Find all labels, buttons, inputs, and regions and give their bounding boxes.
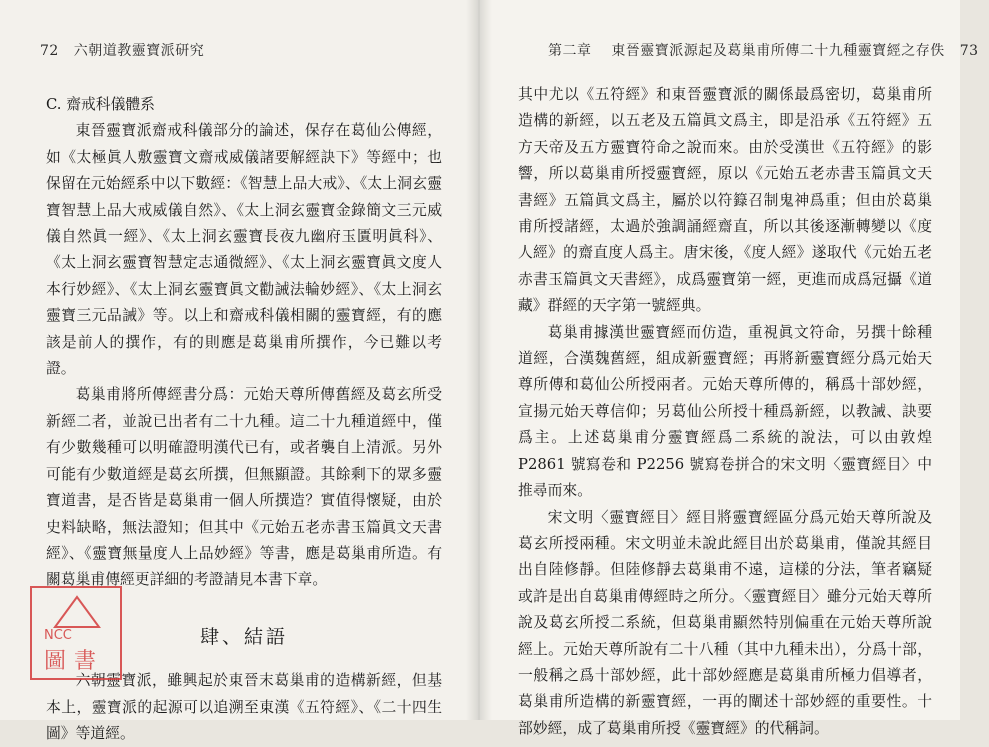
right-page bbox=[478, 0, 979, 737]
stamp-text-bottom: 圖書 bbox=[44, 649, 105, 674]
library-stamp bbox=[30, 586, 122, 680]
right-running-title: 東晉靈寶派源起及葛巢甫所傳二十九種靈寶經之存佚 bbox=[611, 43, 945, 59]
paragraph: 六朝靈寶派，雖興起於東晉末葛巢甫的造構新經，但基本上，靈寶派的起源可以追溯至東漢《五符經》、《二十四生圖》等道經。 bbox=[46, 672, 442, 742]
section-heading: 肆、結語 bbox=[199, 625, 288, 648]
paragraph: 葛巢甫將所傳經書分爲：元始天尊所傳舊經及葛玄所受新經二者，並說已出者有二十九種。這二十九種道經中，僅有少數幾種可以明確證明漢代已有，或者襲自上清派。另外可能有少數道經是葛玄所撰，但無顯證。其餘剩下的眾多靈寶道書，是否皆是葛巢甫一個人所撰造？實值得懷疑，由於史料缺略，無法證知；但其中《元始五老赤書玉篇眞文天書經》、《靈寶無量度人上品妙經》等書，應是葛巢甫所造。有關葛巢甫傳經更詳細的考證請見本書下章。 bbox=[46, 386, 442, 589]
left-page bbox=[0, 0, 478, 742]
paragraph: 東晉靈寶派齋戒科儀部分的論述，保存在葛仙公傳經，如《太極眞人敷靈寶文齋戒威儀諸要解經訣下》等經中；也保留在元始經系中以下數經：《智慧上品大戒》、《太上洞玄靈寶智慧上品大戒威儀自然》、《太上洞玄靈寶金錄簡文三元威儀自然眞一經》、《太上洞玄靈寶長夜九幽府玉匱明眞科》、《太上洞玄靈寶智慧定志通微經》、《太上洞玄靈寶眞文度人本行妙經》、《太上洞玄靈寶眞文勸誡法輪妙經》、《太上洞玄靈寶三元品誡》等。以上和齋戒科儀相關的靈寶經，有的應該是前人的撰作，有的則應是葛巢甫所撰作，今已難以考證。 bbox=[46, 122, 442, 378]
chapter-label: 第二章 bbox=[548, 43, 592, 59]
triangle-icon bbox=[52, 594, 102, 630]
left-running-title: 六朝道教靈寶派研究 bbox=[73, 43, 205, 59]
book-gutter bbox=[466, 0, 492, 720]
paragraph: 宋文明〈靈寶經目〉經目將靈寶經區分爲元始天尊所說及葛玄所授兩種。宋文明並未說此經目出於葛巢甫，僅說其經目出自陸修靜。但陸修靜去葛巢甫不遠，這樣的分法，筆者竊疑或許是出自葛巢甫傳經時之所分。〈靈寶經目〉雖分元始天尊所說及葛玄所授二系統，但葛巢甫顯然特別偏重在元始天尊所說經上。元始天尊所說有二十八種（其中九種未出），分爲十部，一般稱之爲十部妙經，此十部妙經應是葛巢甫所極力倡導者，葛巢甫所造構的新靈寶經，一再的闡述十部妙經的重要性。十部妙經，成了葛巢甫所授《靈寶經》的代稱詞。 bbox=[518, 508, 932, 737]
stamp-text-top: NCC bbox=[44, 628, 72, 643]
right-page-header bbox=[548, 40, 989, 60]
subheading: C. 齋戒科儀體系 bbox=[46, 96, 155, 113]
right-page-number: 73 bbox=[959, 43, 979, 59]
right-page-body bbox=[518, 82, 932, 742]
paragraph: 其中尤以《五符經》和東晉靈寶派的關係最爲密切，葛巢甫所造構的新經，以五老及五篇眞文爲主，即是沿承《五符經》五方天帝及五方靈寶符命之說而來。由於受漢世《五符經》的影響，所以葛巢甫所授靈寶經，原以《元始五老赤書玉篇眞文天書經》五篇眞文爲主，屬於以符籙召制鬼神爲重；但由於葛巢甫所授諸經，太過於強調誦經齋直，所以其後逐漸轉變以《度人經》的齋直度人爲主。唐宋後，《度人經》遂取代《元始五老赤書玉篇眞文天書經》，成爲靈寶第一經，更進而成爲冠攝《道藏》群經的天字第一號經典。 bbox=[518, 86, 932, 315]
left-page-number: 72 bbox=[40, 43, 59, 59]
left-page-header bbox=[30, 40, 204, 60]
paragraph: 葛巢甫據漢世靈寶經而仿造，重視眞文符命，另撰十餘種道經，合漢魏舊經，組成新靈寶經；再將新靈寶經分爲元始天尊所傳和葛仙公所授兩者。元始天尊所傳的，稱爲十部妙經，宣揚元始天尊信仰；另葛仙公所授十種爲新經，以教誡、訣要爲主。上述葛巢甫分靈寶經爲二系統的說法，可以由敦煌 P2861 號寫卷和 P2256 號寫卷拼合的宋文明〈靈寶經目〉中推尋而來。 bbox=[518, 323, 932, 500]
